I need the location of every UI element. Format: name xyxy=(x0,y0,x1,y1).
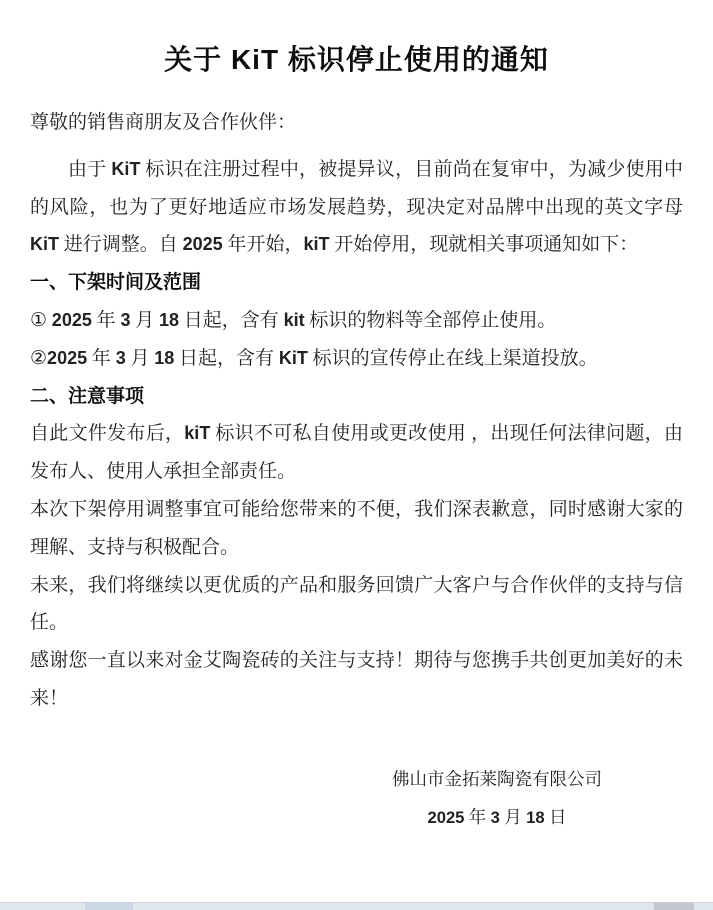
section1-item-1: ① 2025 年 3 月 18 日起，含有 kit 标识的物料等全部停止使用。 xyxy=(30,309,557,331)
taskbar-sliver-accent xyxy=(85,903,133,910)
section2-paragraph-3: 未来，我们将继续以更优质的产品和服务回馈广大客户与合作伙伴的支持与信任。 xyxy=(30,574,683,634)
section1-heading: 一、下架时间及范围 xyxy=(30,272,202,294)
section2-paragraph-4: 感谢您一直以来对金艾陶瓷砖的关注与支持！期待与您携手共创更加美好的未来！ xyxy=(30,650,683,709)
section2-heading: 二、注意事项 xyxy=(30,385,145,407)
window-bottom-edge xyxy=(0,902,713,910)
section1-item-2: ②2025 年 3 月 18 日起，含有 KiT 标识的宣传停止在线上渠道投放。 xyxy=(30,347,598,369)
document-title: 关于 KiT 标识停止使用的通知 xyxy=(164,44,549,75)
signature-date: 2025 年 3 月 18 日 xyxy=(427,806,567,827)
company-name: 佛山市金拓莱陶瓷有限公司 xyxy=(392,768,602,789)
salutation: 尊敬的销售商朋友及合作伙伴： xyxy=(30,112,297,133)
document-body xyxy=(30,104,683,836)
section2-paragraph-1: 自此文件发布后，kiT 标识不可私自使用或更改使用 ，出现任何法律问题，由发布人、使用人承担全部责任。 xyxy=(30,423,683,483)
notice-document xyxy=(0,42,713,836)
intro-paragraph: 由于 KiT 标识在注册过程中，被提异议，目前尚在复审中，为减少使用中的风险，也为了更好地适应市场发展趋势，现决定对品牌中出现的英文字母 KiT 进行调整。自 2025 年开始，kiT 开始停用，现就相关事项通知如下： xyxy=(30,158,683,256)
section2-paragraph-2: 本次下架停用调整事宜可能给您带来的不便，我们深表歉意，同时感谢大家的理解、支持与积极配合。 xyxy=(30,498,683,558)
signature-block xyxy=(311,761,683,837)
taskbar-sliver-shadow xyxy=(654,903,694,910)
